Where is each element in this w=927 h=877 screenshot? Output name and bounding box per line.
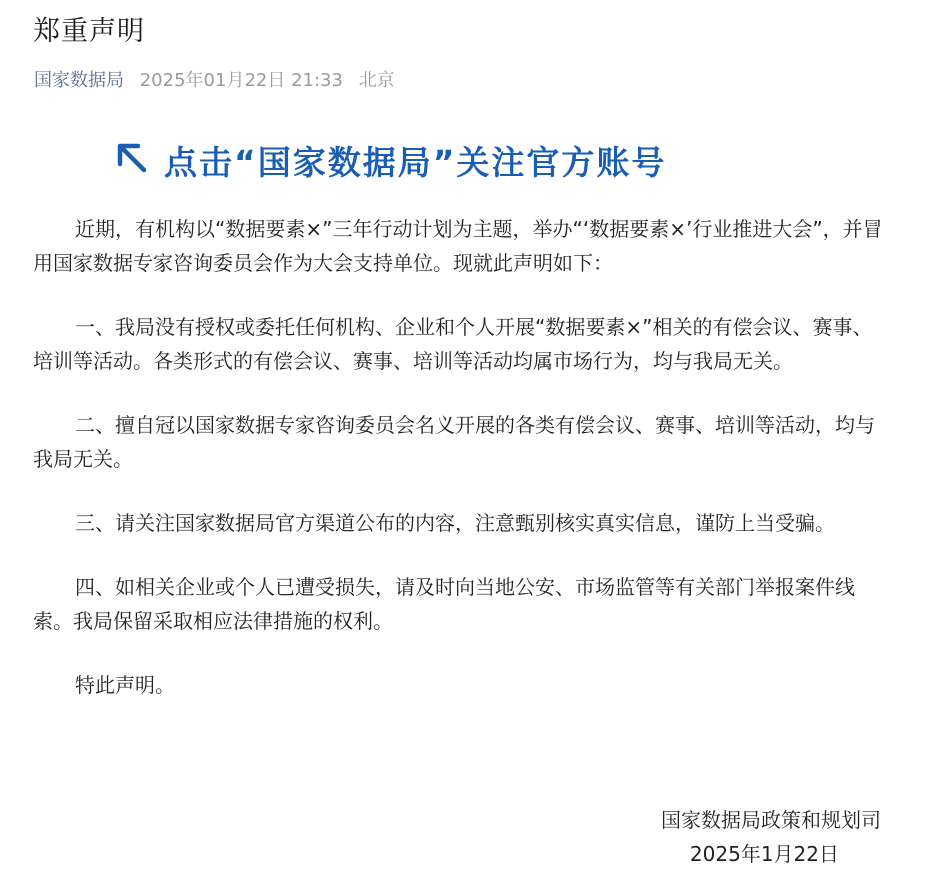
paragraph-3: 三、请关注国家数据局官方渠道公布的内容，注意甄别核实真实信息，谨防上当受骗。 bbox=[75, 511, 835, 535]
publish-time: 2025年01月22日 21:33 bbox=[139, 70, 343, 91]
follow-banner[interactable] bbox=[112, 134, 666, 186]
signature-date: 2025年1月22日 bbox=[689, 842, 839, 866]
paragraph-closing: 特此声明。 bbox=[75, 673, 175, 697]
arrow-up-left-icon bbox=[112, 140, 152, 180]
paragraph-1: 一、我局没有授权或委托任何机构、企业和个人开展“数据要素×”相关的有偿会议、赛事、培训等活动。各类形式的有偿会议、赛事、培训等活动均属市场行为，均与我局无关。 bbox=[33, 315, 873, 373]
page-title: 郑重声明 bbox=[33, 16, 145, 47]
signature-org: 国家数据局政策和规划司 bbox=[661, 808, 881, 832]
paragraph-2: 二、擅自冠以国家数据专家咨询委员会名义开展的各类有偿会议、赛事、培训等活动，均与我局无关。 bbox=[33, 413, 875, 471]
publish-location: 北京 bbox=[358, 70, 395, 91]
paragraph-4: 四、如相关企业或个人已遭受损失，请及时向当地公安、市场监管等有关部门举报案件线索。我局保留采取相应法律措施的权利。 bbox=[33, 575, 855, 633]
signature-block bbox=[661, 803, 881, 871]
paragraph-intro: 近期，有机构以“数据要素×”三年行动计划为主题，举办“‘数据要素×’行业推进大会”，并冒用国家数据专家咨询委员会作为大会支持单位。现就此声明如下： bbox=[33, 217, 883, 275]
article-body bbox=[33, 212, 885, 732]
article-meta bbox=[34, 68, 395, 94]
follow-banner-text: 点击“国家数据局”关注官方账号 bbox=[164, 142, 667, 182]
author-link[interactable]: 国家数据局 bbox=[34, 70, 124, 91]
